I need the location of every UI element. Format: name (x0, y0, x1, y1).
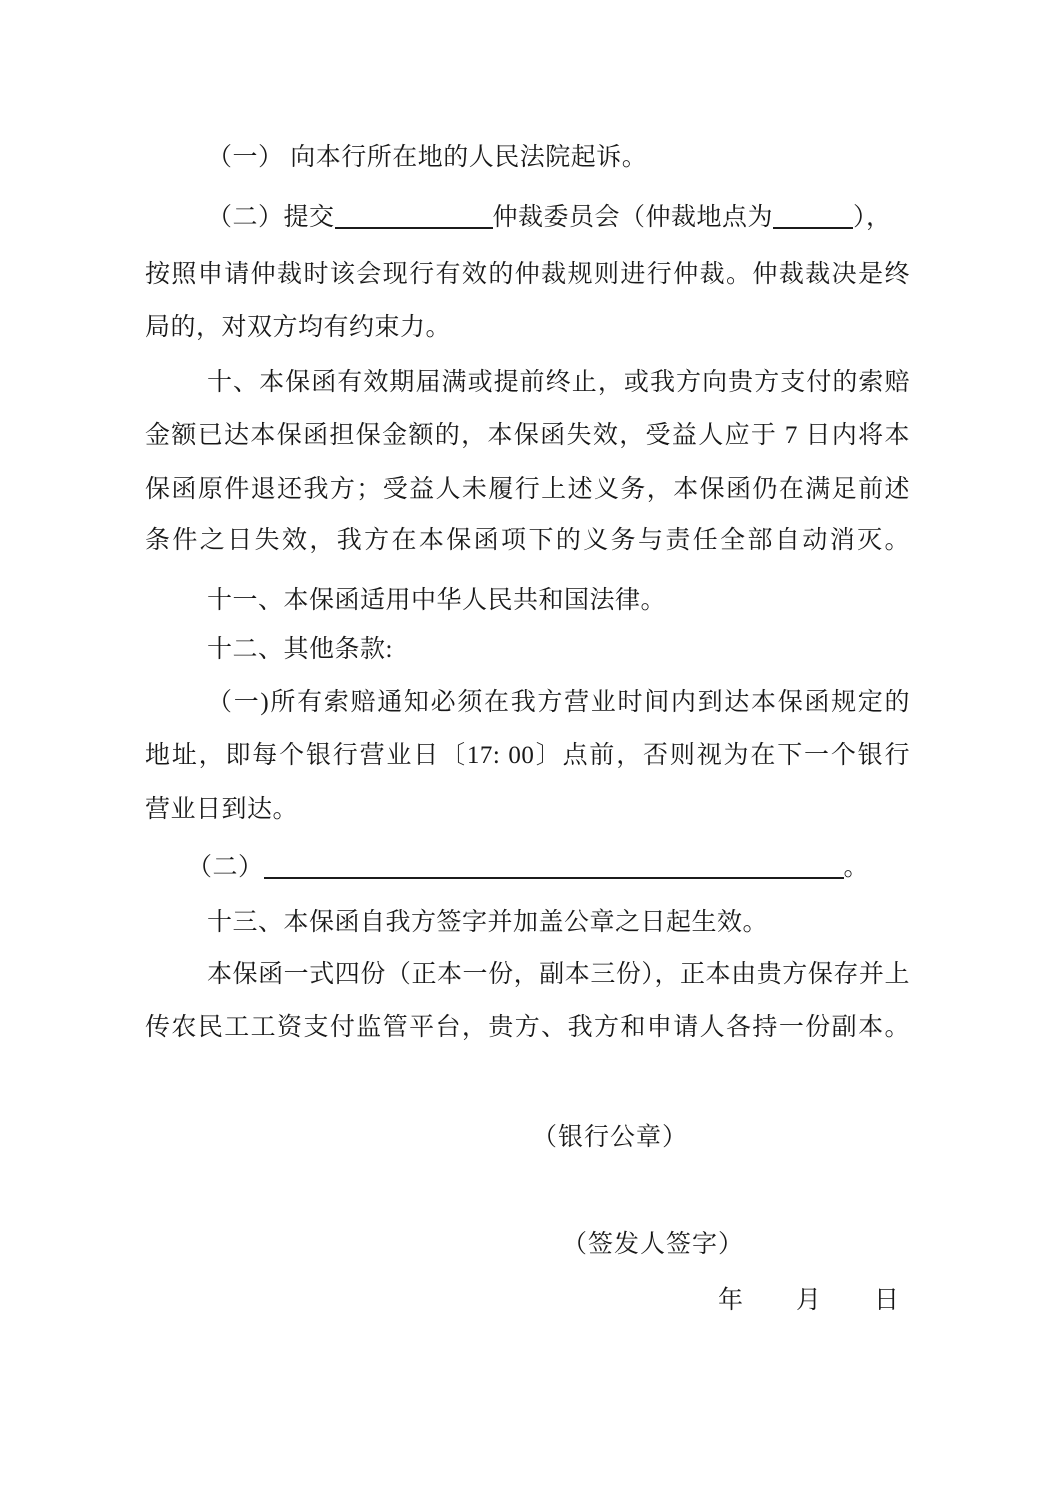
clause-12-item-2-suffix: 。 (843, 854, 870, 881)
clause-10-line-1: 十、本保函有效期届满或提前终止，或我方向贵方支付的索赔 (207, 369, 910, 396)
clause-10-line-2: 金额已达本保函担保金额的，本保函失效，受益人应于 7 日内将本 (145, 422, 910, 449)
clause-10-line-4: 条件之日失效，我方在本保函项下的义务与责任全部自动消灭。 (145, 527, 910, 554)
clause-12-item-1-line-1: （一)所有索赔通知必须在我方营业时间内到达本保函规定的 (207, 689, 910, 716)
clause-10-line-3: 保函原件退还我方；受益人未履行上述义务，本保函仍在满足前述 (145, 476, 910, 503)
arbitration-rules-line: 按照申请仲裁时该会现行有效的仲裁规则进行仲裁。仲裁裁决是终 (145, 261, 910, 288)
clause-13-effective-date: 十三、本保函自我方签字并加盖公章之日起生效。 (207, 909, 769, 936)
other-terms-blank (264, 857, 844, 879)
clause-12-item-2 (145, 851, 910, 885)
bank-seal-label: （银行公章） (532, 1124, 689, 1151)
arbitration-clause-middle: 仲裁委员会（仲裁地点为 (492, 204, 774, 231)
clause-12-item-1-line-2: 地址，即每个银行营业日〔17: 00〕点前，否则视为在下一个银行 (145, 742, 910, 769)
clause-12-item-1-line-3: 营业日到达。 (145, 796, 299, 823)
clause-option-1-litigation: （一） 向本行所在地的人民法院起诉。 (207, 144, 648, 171)
clause-12-other-terms-heading: 十二、其他条款: (207, 636, 393, 663)
issuer-signature-label: （签发人签字） (562, 1231, 745, 1258)
clause-option-2-arbitration (145, 201, 910, 235)
arbitration-binding-line: 局的，对双方均有约束力。 (145, 314, 452, 341)
clause-12-item-2-prefix: （二） (187, 854, 264, 881)
arbitration-clause-suffix: ）， (853, 204, 892, 231)
clause-11-governing-law: 十一、本保函适用中华人民共和国法律。 (207, 587, 667, 614)
arbitration-committee-blank (335, 207, 493, 229)
copies-distribution-line-2: 传农民工工资支付监管平台，贵方、我方和申请人各持一份副本。 (145, 1014, 910, 1041)
arbitration-venue-blank (773, 207, 853, 229)
copies-distribution-line-1: 本保函一式四份（正本一份，副本三份），正本由贵方保存并上 (207, 961, 910, 988)
arbitration-clause-prefix: （二）提交 (207, 204, 335, 231)
date-line: 年 月 日 (718, 1287, 901, 1314)
